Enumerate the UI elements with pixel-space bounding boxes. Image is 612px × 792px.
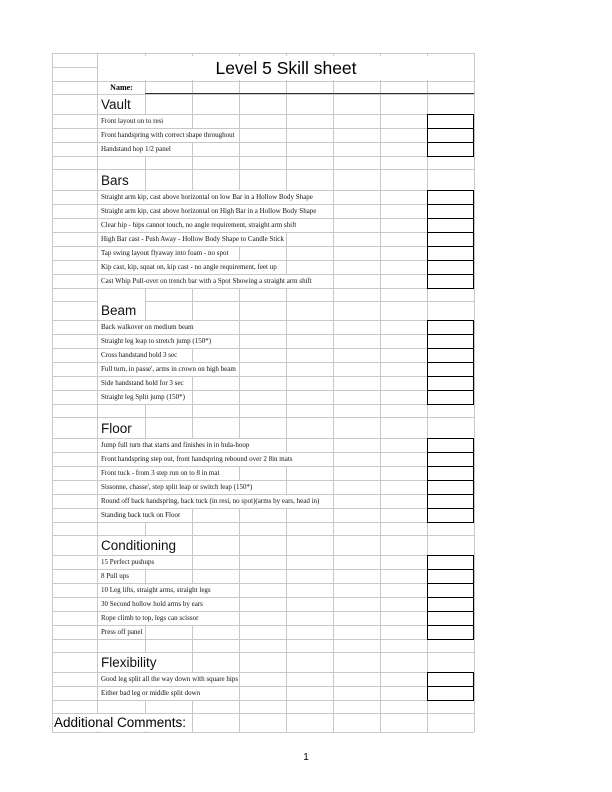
skill-item: Straight arm kip, cast above horizontal on low Bar in a Hollow Body Shape (98, 191, 333, 204)
skill-item: Straight leg Split jump (150*) (98, 391, 192, 404)
grid-col-line (286, 53, 287, 732)
skill-checkbox[interactable] (427, 334, 474, 349)
skill-item: Back walkover on medium beam (98, 321, 239, 334)
skill-checkbox[interactable] (427, 246, 474, 261)
section-heading-beam: Beam (98, 301, 145, 320)
skill-item: Front handspring step out, front handspring rebound over 2 8in mats (98, 453, 333, 466)
skill-item: 10 Leg lifts, straight arms, straight legs (98, 584, 239, 597)
skill-item: Round off back handspring, back tuck (in resi, no spot)(arms by ears, head in) (98, 495, 333, 508)
skill-item: Straight leg leap to stretch jump (150*) (98, 335, 239, 348)
skill-item: Handstand hop 1/2 panel (98, 143, 192, 156)
grid-col-line (239, 53, 240, 732)
grid-col-line (333, 53, 334, 732)
grid-row-line (52, 288, 474, 289)
page-number: 1 (303, 752, 309, 763)
skill-item: Either bad leg or middle split down (98, 687, 239, 700)
skill-item: Cast Whip Pull-over on trench bar with a Spot Showing a straight arm shift (98, 275, 333, 288)
section-heading-floor: Floor (98, 419, 145, 438)
grid-row-line (52, 67, 97, 68)
section-heading-flexibility: Flexibility (98, 653, 192, 672)
skill-item: Rope climb to top, legs can scissor (98, 612, 239, 625)
grid-col-line (52, 53, 53, 732)
skill-item: Jump full turn that starts and finishes in in hula-hoop (98, 439, 286, 452)
skill-item: Good leg split all the way down with square hips (98, 673, 239, 686)
skill-checkbox[interactable] (427, 114, 474, 129)
section-heading-conditioning: Conditioning (98, 536, 192, 555)
skill-checkbox[interactable] (427, 320, 474, 335)
skill-checkbox[interactable] (427, 452, 474, 467)
grid-col-line (380, 53, 381, 732)
skill-checkbox[interactable] (427, 672, 474, 687)
section-heading-bars: Bars (98, 171, 145, 190)
skill-checkbox[interactable] (427, 348, 474, 363)
skill-checkbox[interactable] (427, 232, 474, 247)
skill-item: Sissonne, chasse', step split leap or switch leap (150*) (98, 481, 286, 494)
skill-checkbox[interactable] (427, 597, 474, 612)
skill-item: High Bar cast - Push Away - Hollow Body Shape to Candle Stick (98, 233, 286, 246)
skill-item: Front layout on to resi (98, 115, 192, 128)
skill-item: Tap swing layout flyaway into foam - no spot (98, 247, 239, 260)
skill-checkbox[interactable] (427, 625, 474, 640)
grid-row-line (52, 53, 474, 54)
skill-checkbox[interactable] (427, 438, 474, 453)
page-title: Level 5 Skill sheet (98, 56, 474, 80)
skill-checkbox[interactable] (427, 390, 474, 405)
grid-row-line (52, 156, 474, 157)
skill-checkbox[interactable] (427, 274, 474, 289)
skill-checkbox[interactable] (427, 480, 474, 495)
skill-checkbox[interactable] (427, 128, 474, 143)
skill-item: 15 Perfect pushups (98, 556, 192, 569)
grid-row-line (52, 639, 474, 640)
skill-checkbox[interactable] (427, 611, 474, 626)
skill-checkbox[interactable] (427, 555, 474, 570)
skill-checkbox[interactable] (427, 583, 474, 598)
skill-item: Front handspring with correct shape throughout (98, 129, 239, 142)
skill-item: Front tuck - from 3 step run on to 8 in mat (98, 467, 239, 480)
grid-row-line (52, 417, 474, 418)
skill-checkbox[interactable] (427, 508, 474, 523)
skill-checkbox[interactable] (427, 190, 474, 205)
skill-item: Kip cast, kip, squat on, kip cast - no angle requirement, feet up (98, 261, 286, 274)
skill-checkbox[interactable] (427, 218, 474, 233)
skill-item: 30 Second hollow hold arms by ears (98, 598, 239, 611)
skill-item: Full turn, in passe', arms in crown on high beam (98, 363, 239, 376)
skill-checkbox[interactable] (427, 686, 474, 701)
additional-comments-label: Additional Comments: (54, 715, 187, 730)
grid-row-line (52, 169, 474, 170)
skill-item: Side handstand hold for 3 sec (98, 377, 192, 390)
skill-item: Clear hip - hips cannot touch, no angle requirement, straight arm shift (98, 219, 333, 232)
skill-checkbox[interactable] (427, 260, 474, 275)
section-heading-vault: Vault (98, 95, 145, 114)
grid-col-line (474, 53, 475, 732)
skill-item: Press off panel (98, 626, 145, 639)
skill-item: Standing back tuck on Floor (98, 509, 192, 522)
skill-item: Straight arm kip, cast above horizontal on High Bar in a Hollow Body Shape (98, 205, 333, 218)
skill-checkbox[interactable] (427, 142, 474, 157)
skill-checkbox[interactable] (427, 466, 474, 481)
grid-row-line (52, 404, 474, 405)
name-input-line[interactable] (145, 93, 474, 94)
grid-row-line (52, 700, 474, 701)
skill-checkbox[interactable] (427, 494, 474, 509)
skill-checkbox[interactable] (427, 569, 474, 584)
name-label: Name: (98, 82, 145, 94)
grid-col-line (192, 53, 193, 732)
skill-checkbox[interactable] (427, 362, 474, 377)
skill-checkbox[interactable] (427, 204, 474, 219)
skill-item: Cross handstand hold 3 sec (98, 349, 192, 362)
grid-row-line (52, 522, 474, 523)
skill-item: 8 Pull ups (98, 570, 145, 583)
grid-row-line (52, 732, 474, 733)
skill-checkbox[interactable] (427, 376, 474, 391)
